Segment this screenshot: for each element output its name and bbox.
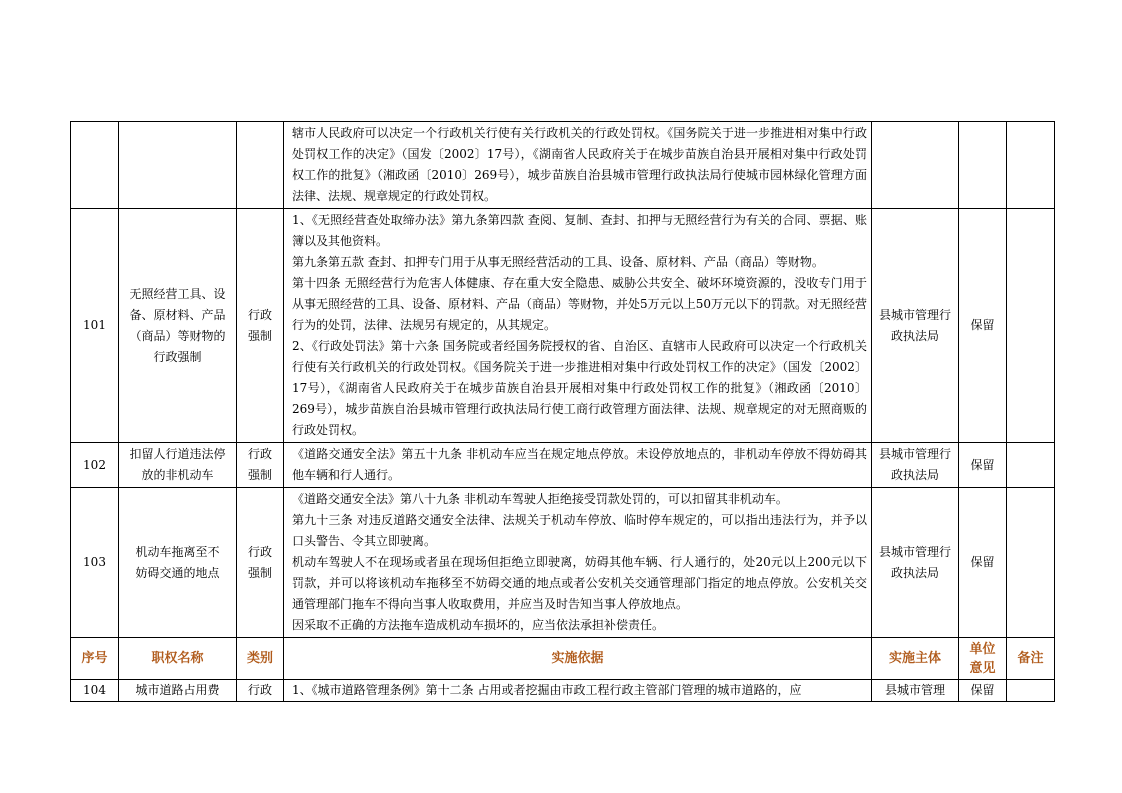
basis-paragraph: 因采取不正确的方法拖车造成机动车损坏的，应当依法承担补偿责任。 [292, 618, 665, 632]
row-number: 104 [71, 680, 119, 702]
category: 行政强制 [237, 209, 284, 443]
unit-opinion: 保留 [959, 488, 1007, 638]
basis-paragraph: 第九十三条 对违反道路交通安全法律、法规关于机动车停放、临时停车规定的，可以指出违法行为，并予以口头警告、令其立即驶离。 [292, 513, 867, 548]
basis-paragraph: 2、《行政处罚法》第十六条 国务院或者经国务院授权的省、自治区、直辖市人民政府可以决定一个行政机关行使有关行政机关的行政处罚权。《国务院关于进一步推进相对集中行政处罚权工作的决定》（国发〔2002〕17号），《湖南省人民政府关于在城步苗族自治县开展相对集中行政处罚权工作的批复》（湘政函〔2010〕269号），城步苗族自治县城市管理行政执法局行使工商行政管理方面法律、法规、规章规定的对无照商贩的行政处罚权。 [292, 339, 867, 437]
unit-opinion: 保留 [959, 443, 1007, 488]
table-row [71, 122, 1055, 209]
table-row [71, 488, 1055, 638]
unit-opinion: 保留 [959, 209, 1007, 443]
authority-name [119, 122, 237, 209]
basis-paragraph: 1、《城市道路管理条例》第十二条 占用或者挖掘由市政工程行政主管部门管理的城市道路的，应 [292, 683, 802, 697]
implementation-basis [284, 443, 872, 488]
table-row [71, 680, 1055, 702]
table-header-row [71, 638, 1055, 680]
category [237, 122, 284, 209]
header-remark: 备注 [1007, 638, 1055, 680]
table-row [71, 443, 1055, 488]
remark [1007, 443, 1055, 488]
category: 行政强制 [237, 443, 284, 488]
remark [1007, 488, 1055, 638]
implementing-subject: 县城市管理行政执法局 [872, 209, 959, 443]
remark [1007, 122, 1055, 209]
basis-paragraph: 《道路交通安全法》第八十九条 非机动车驾驶人拒绝接受罚款处罚的，可以扣留其非机动车。 [292, 492, 788, 506]
implementing-subject: 县城市管理行政执法局 [872, 488, 959, 638]
basis-paragraph: 第九条第五款 查封、扣押专门用于从事无照经营活动的工具、设备、原材料、产品（商品）等财物。 [292, 255, 824, 269]
implementation-basis [284, 209, 872, 443]
remark [1007, 209, 1055, 443]
implementing-subject: 县城市管理行政执法局 [872, 443, 959, 488]
authority-name: 城市道路占用费 [119, 680, 237, 702]
authority-name: 无照经营工具、设备、原材料、产品（商品）等财物的行政强制 [119, 209, 237, 443]
basis-paragraph: 机动车驾驶人不在现场或者虽在现场但拒绝立即驶离，妨碍其他车辆、行人通行的，处20元以上200元以下罚款，并可以将该机动车拖移至不妨碍交通的地点或者公安机关交通管理部门指定的地点停放。公安机关交通管理部门拖车不得向当事人收取费用，并应当及时告知当事人停放地点。 [292, 555, 867, 611]
basis-paragraph: 辖市人民政府可以决定一个行政机关行使有关行政机关的行政处罚权。《国务院关于进一步推进相对集中行政处罚权工作的决定》（国发〔2002〕17号），《湖南省人民政府关于在城步苗族自治县开展相对集中行政处罚权工作的批复》（湘政函〔2010〕269号），城步苗族自治县城市管理行政执法局行使城市园林绿化管理方面法律、法规、规章规定的行政处罚权。 [292, 126, 867, 203]
authority-name: 扣留人行道违法停放的非机动车 [119, 443, 237, 488]
basis-paragraph: 第十四条 无照经营行为危害人体健康、存在重大安全隐患、威胁公共安全、破坏环境资源的，没收专门用于从事无照经营的工具、设备、原材料、产品（商品）等财物，并处5万元以上50万元以下的罚款。对无照经营行为的处罚，法律、法规另有规定的，从其规定。 [292, 276, 867, 332]
basis-paragraph: 1、《无照经营查处取缔办法》第九条第四款 查阅、复制、查封、扣押与无照经营行为有关的合同、票据、账簿以及其他资料。 [292, 213, 867, 248]
authority-name: 机动车拖离至不妨碍交通的地点 [119, 488, 237, 638]
basis-paragraph: 《道路交通安全法》第五十九条 非机动车应当在规定地点停放。未设停放地点的，非机动车停放不得妨碍其他车辆和行人通行。 [292, 447, 867, 482]
unit-opinion: 保留 [959, 680, 1007, 702]
implementation-basis [284, 122, 872, 209]
implementation-basis [284, 680, 872, 702]
remark [1007, 680, 1055, 702]
category: 行政 [237, 680, 284, 702]
implementing-subject [872, 122, 959, 209]
row-number: 102 [71, 443, 119, 488]
row-number: 101 [71, 209, 119, 443]
header-no: 序号 [71, 638, 119, 680]
table-row [71, 209, 1055, 443]
implementing-subject: 县城市管理 [872, 680, 959, 702]
header-category: 类别 [237, 638, 284, 680]
header-basis: 实施依据 [284, 638, 872, 680]
header-subject: 实施主体 [872, 638, 959, 680]
implementation-basis [284, 488, 872, 638]
authority-table [70, 121, 1055, 702]
header-opinion: 单位意见 [959, 638, 1007, 680]
row-number [71, 122, 119, 209]
category: 行政强制 [237, 488, 284, 638]
header-name: 职权名称 [119, 638, 237, 680]
row-number: 103 [71, 488, 119, 638]
unit-opinion [959, 122, 1007, 209]
